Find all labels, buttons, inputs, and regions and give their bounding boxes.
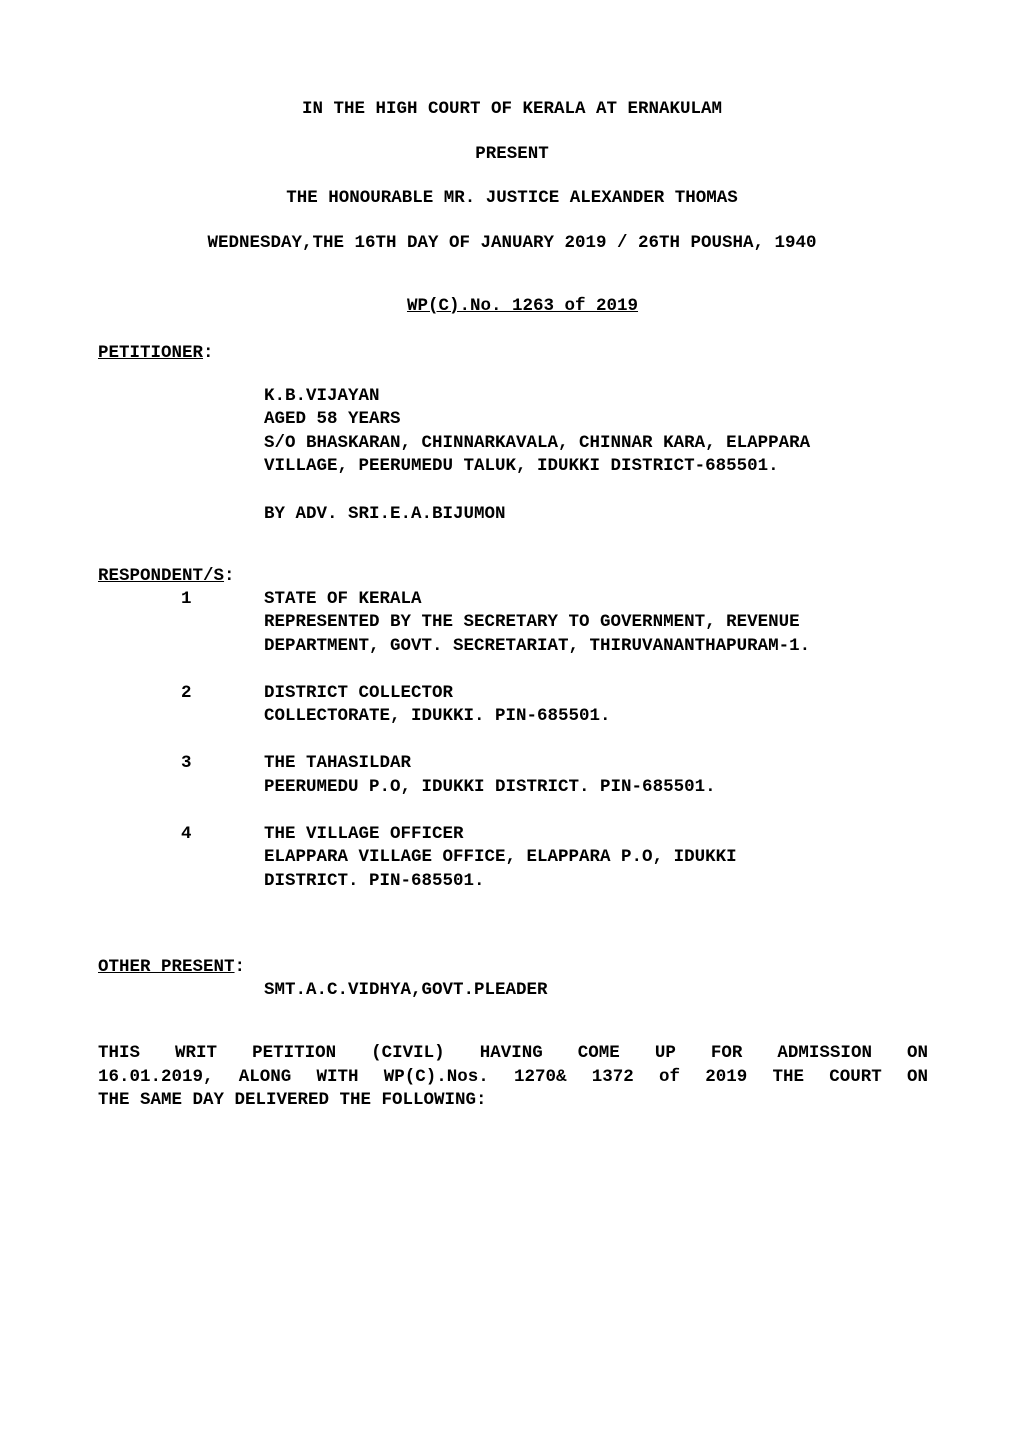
respondent-3-number: 3 — [181, 753, 192, 773]
present-heading: PRESENT — [475, 144, 549, 164]
respondent-2-line-1: DISTRICT COLLECTOR — [264, 683, 454, 703]
other-present-label-text: OTHER PRESENT — [98, 957, 235, 977]
petitioner-name: K.B.VIJAYAN — [264, 386, 380, 406]
respondent-3-line-1: THE TAHASILDAR — [264, 753, 412, 773]
respondents-label-text: RESPONDENT/S — [98, 566, 225, 586]
petitioner-address-line-1: S/O BHASKARAN, CHINNARKAVALA, CHINNAR KARA, ELAPPARA — [264, 433, 811, 453]
respondent-2-line-2: COLLECTORATE, IDUKKI. PIN-685501. — [264, 706, 611, 726]
date-heading: WEDNESDAY,THE 16TH DAY OF JANUARY 2019 / 26TH POUSHA, 1940 — [207, 233, 817, 253]
other-present-label — [98, 959, 245, 977]
closing-line-3: THE SAME DAY DELIVERED THE FOLLOWING: — [98, 1090, 487, 1110]
court-heading: IN THE HIGH COURT OF KERALA AT ERNAKULAM — [301, 99, 723, 119]
case-number — [0, 280, 1024, 315]
respondent-4-number: 4 — [181, 824, 192, 844]
respondent-2-number: 2 — [181, 683, 192, 703]
petitioner-age: AGED 58 YEARS — [264, 409, 401, 429]
case-number-text: WP(C).No. 1263 of 2019 — [406, 295, 639, 316]
respondent-4-line-2: ELAPPARA VILLAGE OFFICE, ELAPPARA P.O, IDUKKI — [264, 847, 737, 867]
closing-line-2: 16.01.2019, ALONG WITH WP(C).Nos. 1270& 1372 of 2019 THE COURT ON — [98, 1067, 928, 1087]
other-present-name: SMT.A.C.VIDHYA,GOVT.PLEADER — [264, 980, 548, 1000]
respondent-4-line-1: THE VILLAGE OFFICER — [264, 824, 464, 844]
respondents-label — [98, 568, 235, 586]
petitioner-label-text: PETITIONER — [98, 343, 204, 363]
respondent-4-line-3: DISTRICT. PIN-685501. — [264, 871, 485, 891]
respondent-3-line-2: PEERUMEDU P.O, IDUKKI DISTRICT. PIN-685501. — [264, 777, 716, 797]
respondents-colon: : — [224, 566, 235, 586]
closing-line-1: THIS WRIT PETITION (CIVIL) HAVING COME UP FOR ADMISSION ON — [98, 1043, 928, 1063]
petitioner-address-line-2: VILLAGE, PEERUMEDU TALUK, IDUKKI DISTRICT-685501. — [264, 456, 779, 476]
petitioner-advocate: BY ADV. SRI.E.A.BIJUMON — [264, 504, 506, 524]
other-present-colon: : — [234, 957, 246, 977]
respondent-1-line-3: DEPARTMENT, GOVT. SECRETARIAT, THIRUVANANTHAPURAM-1. — [264, 636, 811, 656]
petitioner-label — [98, 345, 214, 363]
judge-heading: THE HONOURABLE MR. JUSTICE ALEXANDER THOMAS — [286, 188, 738, 208]
respondent-1-line-1: STATE OF KERALA — [264, 589, 422, 609]
petitioner-colon: : — [203, 343, 214, 363]
respondent-1-number: 1 — [181, 589, 192, 609]
respondent-1-line-2: REPRESENTED BY THE SECRETARY TO GOVERNMENT, REVENUE — [264, 612, 800, 632]
